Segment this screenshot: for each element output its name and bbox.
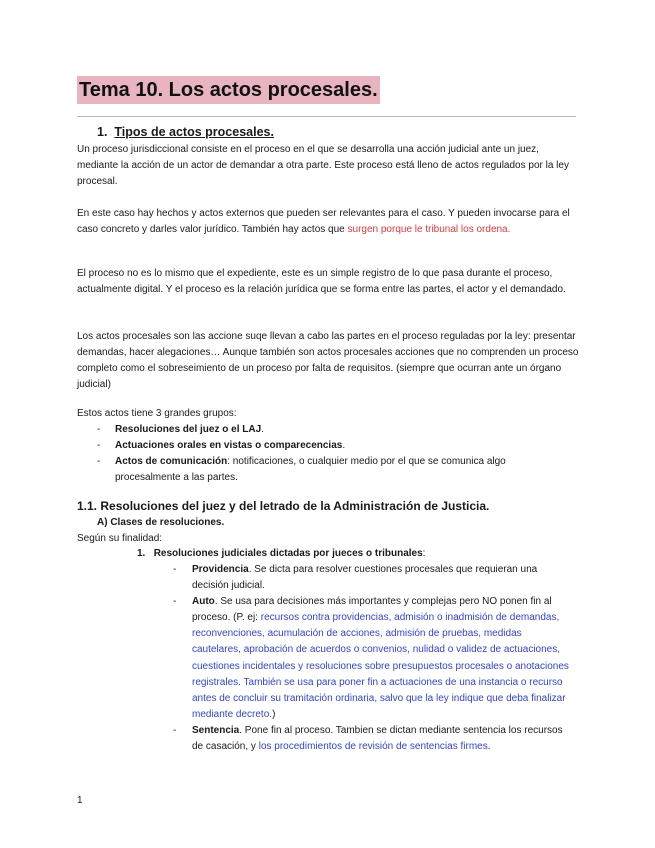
list-item — [97, 422, 567, 438]
sentencia-text: . Pone fin al proceso. Tambien se dictan mediante sentencia los recursos de casación, y — [192, 724, 563, 753]
list-item-providencia — [173, 562, 573, 594]
section-1-title: Tipos de actos procesales. — [114, 125, 274, 139]
subsection-a-heading: A) Clases de resoluciones. — [97, 517, 225, 528]
numbered-item-1-colon: : — [422, 548, 426, 559]
group-1-rest: . — [261, 424, 264, 435]
sentencia-label: Sentencia — [192, 724, 240, 736]
page-title: Tema 10. Los actos procesales. — [77, 76, 380, 104]
section-1-number: 1. — [97, 125, 108, 139]
paragraph-1: Un proceso jurisdiccional consiste en el proceso en el que se desarrolla una acción judicial ante un juez, mediante la acción de un actor de demandar a otra parte. Este proceso está lleno de actos regulados por la ley procesal. — [77, 144, 569, 188]
title-divider — [77, 116, 576, 117]
auto-close: ) — [272, 708, 276, 720]
finalidad-label: Según su finalidad: — [77, 533, 163, 544]
dash-bullet: - — [97, 424, 101, 435]
resolutions-list — [173, 562, 573, 755]
paragraph-2-highlight: surgen porque le tribunal los ordena. — [347, 224, 511, 236]
providencia-label: Providencia — [192, 564, 249, 575]
dash-bullet: - — [173, 564, 177, 575]
providencia-text: . Se dicta para resolver cuestiones procesales que requieran una decisión judicial. — [192, 564, 538, 592]
numbered-item-1-number: 1. — [137, 548, 146, 559]
paragraph-2 — [77, 206, 580, 238]
list-item — [97, 438, 567, 454]
numbered-item-1 — [137, 546, 425, 562]
dash-bullet: - — [173, 596, 177, 608]
section-1-1-heading: 1.1. Resoluciones del juez y del letrado de la Administración de Justicia. — [77, 499, 490, 513]
list-item-sentencia — [173, 723, 573, 755]
section-1-heading — [97, 124, 274, 140]
group-2-bold: Actuaciones orales en vistas o comparecencias — [115, 440, 343, 452]
numbered-item-1-text: Resoluciones judiciales dictadas por jueces o tribunales — [153, 548, 423, 559]
dash-bullet: - — [173, 724, 177, 736]
sentencia-highlight: los procedimientos de revisión de sentencias firmes — [258, 741, 488, 753]
auto-label: Auto — [192, 596, 215, 608]
groups-list — [97, 422, 567, 486]
dash-bullet: - — [97, 456, 101, 468]
list-item — [97, 454, 567, 486]
list-item-auto — [173, 594, 573, 723]
group-1-bold: Resoluciones del juez o el LAJ — [115, 424, 262, 435]
group-3-rest: : notificaciones, o cualquier medio por el que se comunica algo procesalmente a las partes. — [115, 456, 506, 484]
page-number: 1 — [77, 795, 83, 806]
paragraph-5: Estos actos tiene 3 grandes grupos: — [77, 408, 237, 419]
group-2-rest: . — [342, 440, 346, 452]
paragraph-2-text: En este caso hay hechos y actos externos que pueden ser relevantes para el caso. Y pueden invocarse para el caso concreto y darles valor jurídico. También hay actos que — [77, 208, 570, 236]
auto-examples: recursos contra providencias, admisión o inadmisión de demandas, reconvenciones, acumulación de acciones, admisión de pruebas, medidas cautelares, aprobación de acuerdos o convenios, nulidad o validez de actuaciones, cuestiones incidentales y resoluciones sobre presupuestos procesales o anotaciones registrales. También se usa para poner fin a actuaciones de una instancia o recurso antes de concluir su tramitación ordinaria, salvo que la ley indique que deba finalizar mediante decreto. — [192, 612, 569, 720]
sentencia-end: . — [487, 741, 491, 753]
paragraph-3: El proceso no es lo mismo que el expediente, este es un simple registro de lo que pasa durante el proceso, actualmente digital. Y el proceso es la relación jurídica que se forma entre las partes, el actor y el demandado. — [77, 268, 566, 296]
group-3-bold: Actos de comunicación — [115, 456, 228, 468]
paragraph-4: Los actos procesales son las accione suqe llevan a cabo las partes en el proceso reguladas por la ley: presentar demandas, hacer alegaciones… Aunque también son actos procesales acciones que no comprenden un proceso completo como el sobreseimiento de un proceso por falta de requisitos. (siempre que ocurran ante un órgano judicial) — [77, 331, 579, 391]
auto-text: . Se usa para decisiones más importantes y complejas pero NO ponen fin al proceso. (P. ej: — [192, 596, 552, 624]
dash-bullet: - — [97, 440, 101, 452]
